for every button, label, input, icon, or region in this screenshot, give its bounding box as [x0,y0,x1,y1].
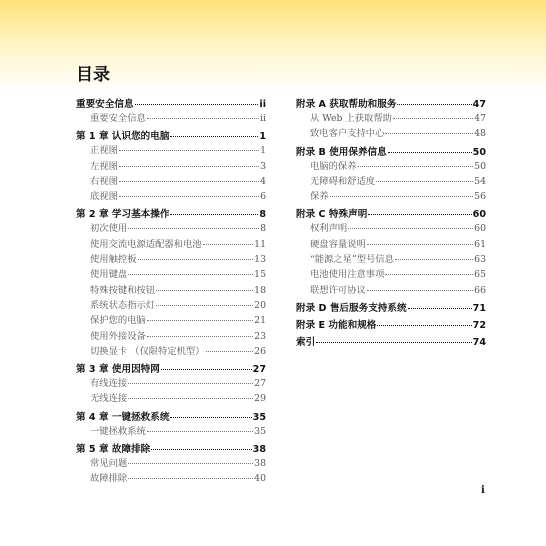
toc-section-entry-page: 23 [254,330,266,342]
toc-section-entry[interactable] [76,282,266,297]
toc-section-entry[interactable] [296,158,486,173]
toc-section-entry-title: 故障排除 [90,473,128,485]
dot-leader [368,205,471,215]
toc-section-entry-page: 40 [254,473,266,485]
toc-section-entry-page: ii [260,113,266,124]
toc-section-entry-page: 27 [254,378,266,390]
toc-section-entry-page: 26 [254,345,266,357]
dot-leader [395,250,473,260]
toc-section-entry-title: 使用键盘 [90,269,128,281]
toc-chapter-entry-page: 35 [252,411,266,423]
dot-leader [128,265,253,275]
toc-section-entry[interactable] [296,266,486,281]
toc-section-entry-page: 29 [254,393,266,405]
toc-section-entry-page: 18 [254,284,266,296]
toc-section-entry-page: 47 [474,113,486,124]
toc-section-entry-page: 48 [474,128,486,140]
dot-leader [367,235,473,245]
toc-section-entry[interactable] [76,423,266,438]
toc-section-entry-title: 重要安全信息 [90,113,146,124]
dot-leader [151,440,251,450]
toc-section-entry[interactable] [296,220,486,235]
dot-leader [388,143,472,153]
toc-section-entry[interactable] [76,312,266,327]
toc-section-entry-title: 系统状态指示灯 [90,299,156,311]
toc-section-entry-page: 11 [254,238,266,250]
toc-right-column [296,96,486,348]
dot-leader [128,374,253,384]
toc-chapter-entry-page: 38 [252,444,266,456]
toc-section-entry-page: 56 [474,191,486,203]
toc-section-entry-page: 54 [474,175,486,187]
toc-section-entry-title: 联想许可协议 [310,284,366,296]
toc-section-entry-page: 61 [474,238,486,250]
toc-chapter-entry-page: 74 [472,336,486,348]
toc-section-entry-page: 13 [254,254,266,266]
dot-leader [128,389,253,399]
toc-section-entry-title: 右视图 [90,175,118,187]
toc-section-entry[interactable] [76,236,266,251]
toc-section-entry-title: 左视图 [90,160,118,172]
toc-section-entry-page: 20 [254,299,266,311]
dot-leader [385,265,473,275]
dot-leader [316,333,471,343]
toc-section-entry[interactable] [76,390,266,405]
toc-chapter-entry-page: 60 [472,209,486,221]
toc-section-entry-title: 使用触控板 [90,254,137,266]
dot-leader [147,109,259,119]
toc-section-entry[interactable] [76,251,266,266]
dot-leader [128,454,253,464]
toc-section-entry-title: 致电客户支持中心 [310,128,385,140]
dot-leader [147,422,253,432]
toc-section-entry-title: 使用交流电源适配器和电池 [90,238,202,250]
toc-chapter-entry-page: 50 [472,146,486,158]
dot-leader [393,109,473,119]
toc-section-entry-page: 3 [260,160,266,172]
toc-chapter-entry-title: 第 3 章 使用因特网 [76,364,160,376]
toc-section-entry-title: 正视图 [90,145,118,157]
page-title: 目录 [76,65,110,85]
toc-section-entry-page: 15 [254,269,266,281]
toc-chapter-entry-title: 附录 A 获取帮助和服务 [296,99,397,110]
dot-leader [156,296,253,306]
dot-leader [376,172,473,182]
dot-leader [119,157,259,167]
dot-leader [206,342,254,352]
toc-chapter-entry[interactable] [296,300,486,314]
toc-chapter-entry-page: 1 [259,131,266,143]
toc-section-entry-title: 使用外接设备 [90,330,146,342]
toc-chapter-entry-title: 附录 C 特殊声明 [296,209,368,221]
toc-chapter-entry-page: 72 [472,319,486,331]
toc-section-entry-title: 无线连接 [90,393,128,405]
dot-leader [377,316,471,326]
toc-section-entry-title: 电脑的保养 [310,160,357,172]
toc-chapter-entry-title: 附录 E 功能和规格 [296,319,377,331]
toc-section-entry-page: 6 [260,191,266,203]
toc-chapter-entry-page: 8 [259,209,266,221]
toc-chapter-entry-title: 第 1 章 认识您的电脑 [76,131,170,143]
dot-leader [358,157,474,167]
toc-section-entry-page: 50 [474,160,486,172]
dot-leader [170,408,251,418]
toc-section-entry[interactable] [76,142,266,157]
dot-leader [385,124,473,134]
toc-section-entry-title: 保养 [310,191,329,203]
dot-leader [161,360,252,370]
toc-section-entry-title: 切换显卡 （仅限特定机型） [90,345,205,357]
toc-chapter-entry-title: 附录 D 售后服务支持系统 [296,302,407,314]
toc-section-entry-title: “能源之星”型号信息 [310,254,394,266]
toc-section-entry-title: 保护您的电脑 [90,315,146,327]
toc-chapter-entry[interactable] [296,144,486,158]
dot-leader [128,219,259,229]
toc-section-entry[interactable] [76,343,266,358]
dot-leader [135,95,259,105]
toc-section-entry[interactable] [76,173,266,188]
toc-section-entry[interactable] [76,266,266,281]
dot-leader [156,281,253,291]
toc-section-entry-title: 电池使用注意事项 [310,269,385,281]
toc-section-entry-title: 特殊按键和按钮 [90,284,156,296]
dot-leader [147,311,253,321]
toc-section-entry[interactable] [76,375,266,390]
dot-leader [119,141,259,151]
toc-section-entry[interactable] [76,158,266,173]
toc-section-entry-page: 66 [474,284,486,296]
dot-leader [367,281,473,291]
toc-chapter-entry[interactable] [76,441,266,455]
toc-section-entry-title: 从 Web 上获取帮助 [310,113,392,124]
toc-chapter-entry-page: ii [259,99,266,110]
toc-section-entry[interactable] [76,328,266,343]
toc-chapter-entry-title: 附录 B 使用保养信息 [296,146,387,158]
toc-section-entry[interactable] [296,110,486,125]
dot-leader [138,250,254,260]
toc-chapter-entry[interactable] [76,128,266,142]
toc-chapter-entry[interactable] [76,96,266,110]
toc-chapter-entry[interactable] [296,334,486,348]
toc-section-entry-page: 38 [254,458,266,470]
toc-section-entry[interactable] [76,297,266,312]
toc-chapter-entry-page: 71 [472,302,486,314]
toc-section-entry-title: 底视图 [90,191,118,203]
toc-section-entry[interactable] [296,236,486,251]
toc-section-entry[interactable] [296,251,486,266]
toc-section-entry-page: 4 [260,175,266,187]
toc-chapter-entry-title: 第 2 章 学习基本操作 [76,209,170,221]
dot-leader [147,327,253,337]
toc-chapter-entry-page: 27 [252,364,266,376]
toc-left-column [76,96,266,486]
toc-section-entry-title: 一键拯救系统 [90,425,146,437]
toc-section-entry[interactable] [76,110,266,125]
dot-leader [348,219,473,229]
toc-chapter-entry-title: 第 4 章 一键拯救系统 [76,411,170,423]
toc-section-entry-title: 权利声明 [310,223,348,235]
toc-section-entry-page: 60 [474,223,486,235]
toc-chapter-entry-page: 47 [472,99,486,110]
toc-section-entry-page: 21 [254,315,266,327]
toc-chapter-entry-title: 第 5 章 故障排除 [76,444,151,456]
dot-leader [203,235,254,245]
toc-section-entry-title: 常见问题 [90,458,128,470]
toc-chapter-entry-title: 重要安全信息 [76,99,134,110]
toc-section-entry-title: 有线连接 [90,378,128,390]
toc-chapter-entry[interactable] [76,361,266,375]
dot-leader [170,127,258,137]
dot-leader [408,299,472,309]
toc-chapter-entry[interactable] [296,206,486,220]
dot-leader [119,172,259,182]
toc-section-entry-page: 65 [474,269,486,281]
toc-section-entry[interactable] [76,455,266,470]
toc-section-entry-page: 35 [254,425,266,437]
toc-section-entry[interactable] [296,173,486,188]
toc-section-entry-page: 63 [474,254,486,266]
toc-chapter-entry[interactable] [296,317,486,331]
toc-section-entry[interactable] [76,188,266,203]
dot-leader [330,187,474,197]
toc-section-entry[interactable] [296,282,486,297]
toc-chapter-entry[interactable] [296,96,486,110]
toc-chapter-entry[interactable] [76,409,266,423]
toc-chapter-entry[interactable] [76,206,266,220]
page-number: i [481,485,485,496]
toc-section-entry[interactable] [76,470,266,485]
dot-leader [119,187,259,197]
toc-section-entry[interactable] [76,220,266,235]
dot-leader [397,95,471,105]
toc-section-entry-page: 8 [260,223,266,235]
dot-leader [170,205,258,215]
dot-leader [128,469,253,479]
toc-section-entry-title: 硬盘容量说明 [310,238,366,250]
toc-section-entry[interactable] [296,188,486,203]
toc-section-entry-page: 1 [260,145,266,157]
toc-section-entry[interactable] [296,125,486,140]
toc-section-entry-title: 无障碍和舒适度 [310,175,376,187]
toc-chapter-entry-title: 索引 [296,336,316,348]
toc-section-entry-title: 初次使用 [90,223,128,235]
